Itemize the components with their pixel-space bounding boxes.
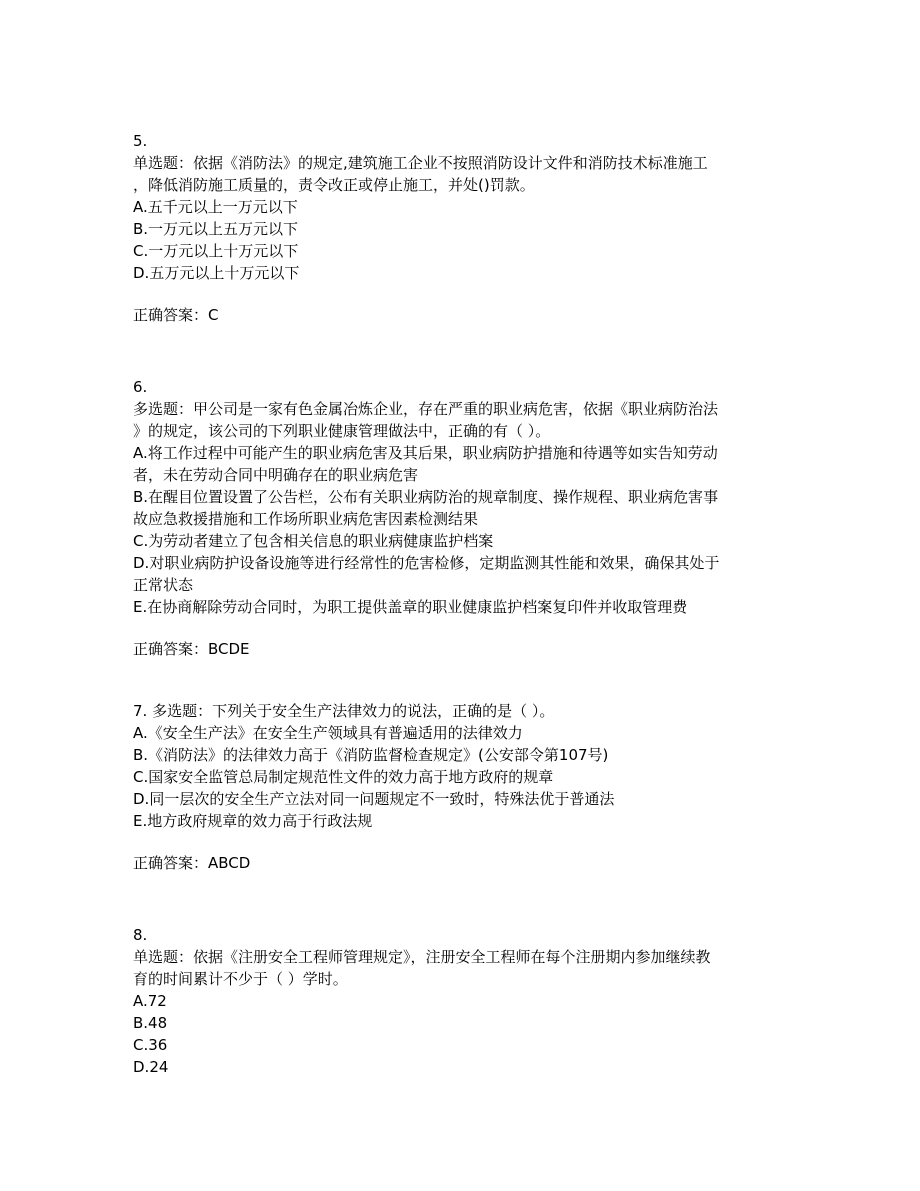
option-b: B.48 — [133, 1014, 168, 1032]
option-d: D.对职业病防护设备设施等进行经常性的危害检修，定期监测其性能和效果，确保其处于 — [133, 554, 720, 572]
option-b-cont: 故应急救援措施和工作场所职业病危害因素检测结果 — [133, 510, 479, 528]
question-stem-line: 多选题：甲公司是一家有色金属冶炼企业，存在严重的职业病危害，依据《职业病防治法 — [133, 400, 719, 418]
option-d: D.24 — [133, 1058, 169, 1076]
question-5 — [133, 130, 793, 326]
option-c: C.国家安全监管总局制定规范性文件的效力高于地方政府的规章 — [133, 768, 554, 786]
option-d: D.同一层次的安全生产立法对同一问题规定不一致时，特殊法优于普通法 — [133, 790, 615, 808]
option-d: D.五万元以上十万元以下 — [133, 264, 300, 282]
option-a: A.72 — [133, 992, 167, 1010]
correct-answer: 正确答案：C — [133, 306, 219, 324]
question-number: 6. — [133, 378, 148, 396]
question-stem-line: 7. 多选题：下列关于安全生产法律效力的说法，正确的是（ ）。 — [133, 702, 555, 720]
option-e: E.地方政府规章的效力高于行政法规 — [133, 812, 373, 830]
question-stem-line: 单选题：依据《注册安全工程师管理规定》，注册安全工程师在每个注册期内参加继续教 — [133, 948, 711, 966]
correct-answer: 正确答案：ABCD — [133, 854, 251, 872]
option-c: C.36 — [133, 1036, 168, 1054]
option-b: B.《消防法》的法律效力高于《消防监督检查规定》(公安部令第107号) — [133, 746, 609, 764]
option-c: C.一万元以上十万元以下 — [133, 242, 299, 260]
question-8 — [133, 924, 793, 1078]
option-a: A.《安全生产法》在安全生产领域具有普遍适用的法律效力 — [133, 724, 523, 742]
question-number: 8. — [133, 926, 148, 944]
correct-answer: 正确答案：BCDE — [133, 640, 250, 658]
option-a-cont: 者，未在劳动合同中明确存在的职业病危害 — [133, 466, 419, 484]
question-stem-line: 育的时间累计不少于（ ）学时。 — [133, 970, 348, 988]
option-b: B.一万元以上五万元以下 — [133, 220, 299, 238]
question-stem-line: 》的规定，该公司的下列职业健康管理做法中，正确的有（ ）。 — [133, 422, 551, 440]
question-stem-line: 单选题：依据《消防法》的规定,建筑施工企业不按照消防设计文件和消防技术标准施工 — [133, 154, 708, 172]
option-a: A.将工作过程中可能产生的职业病危害及其后果，职业病防护措施和待遇等如实告知劳动 — [133, 444, 718, 462]
question-7 — [133, 700, 793, 874]
question-stem-line: ，降低消防施工质量的，责令改正或停止施工，并处()罚款。 — [133, 176, 535, 194]
option-b: B.在醒目位置设置了公告栏，公布有关职业病防治的规章制度、操作规程、职业病危害事 — [133, 488, 719, 506]
option-a: A.五千元以上一万元以下 — [133, 198, 298, 216]
option-c: C.为劳动者建立了包含相关信息的职业病健康监护档案 — [133, 532, 494, 550]
option-e: E.在协商解除劳动合同时，为职工提供盖章的职业健康监护档案复印件并收取管理费 — [133, 598, 688, 616]
question-6 — [133, 376, 793, 660]
option-d-cont: 正常状态 — [133, 576, 194, 594]
question-page — [133, 130, 793, 1078]
question-number: 5. — [133, 132, 148, 150]
